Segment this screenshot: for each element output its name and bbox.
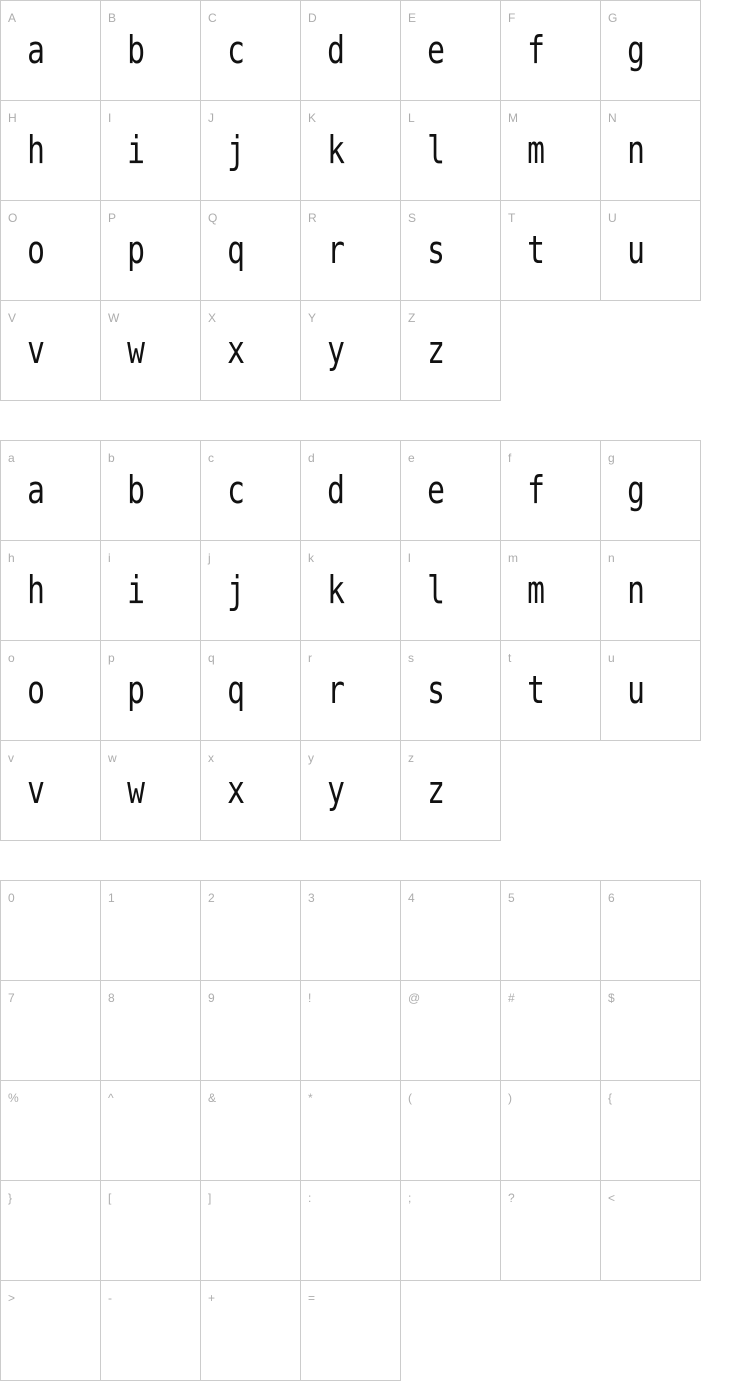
charmap-row: [1, 101, 701, 201]
glyph-cell: [101, 1281, 201, 1381]
glyph-cell: [1, 441, 101, 541]
charmap-row: [1, 441, 701, 541]
glyph-code-label: B: [108, 11, 117, 25]
glyph-cell: [601, 1, 701, 101]
glyph-cell: [1, 1281, 101, 1381]
glyph-cell: [501, 1, 601, 101]
glyph-code-label: %: [8, 1091, 19, 1105]
glyph-cell: [301, 741, 401, 841]
glyph-code-label: U: [608, 211, 617, 225]
glyph-code-label: ^: [108, 1091, 114, 1105]
glyph-code-label: k: [308, 551, 314, 565]
glyph-code-label: >: [8, 1291, 16, 1305]
glyph-cell: [1, 1081, 101, 1181]
glyph-cell: [401, 741, 501, 841]
charmap-lowercase: [0, 440, 701, 841]
glyph-code-label: l: [408, 551, 411, 565]
glyph-code-label: ;: [408, 1191, 412, 1205]
glyph-cell: [201, 1, 301, 101]
glyph-code-label: I: [108, 111, 112, 125]
glyph-preview: f: [527, 468, 545, 512]
glyph-code-label: 8: [108, 991, 115, 1005]
glyph-cell: [301, 881, 401, 981]
glyph-cell: [301, 641, 401, 741]
glyph-cell: [101, 441, 201, 541]
glyph-cell: [301, 201, 401, 301]
glyph-code-label: G: [608, 11, 618, 25]
glyph-cell: [401, 1, 501, 101]
glyph-cell: [1, 1181, 101, 1281]
glyph-code-label: @: [408, 991, 421, 1005]
glyph-code-label: s: [408, 651, 414, 665]
glyph-code-label: q: [208, 651, 215, 665]
glyph-code-label: P: [108, 211, 117, 225]
glyph-code-label: 9: [208, 991, 215, 1005]
glyph-code-label: 4: [408, 891, 415, 905]
glyph-code-label: O: [8, 211, 18, 225]
glyph-code-label: &: [208, 1091, 217, 1105]
glyph-code-label: Q: [208, 211, 218, 225]
glyph-preview: q: [227, 668, 245, 712]
glyph-cell: [401, 101, 501, 201]
glyph-code-label: n: [608, 551, 615, 565]
glyph-preview: j: [227, 128, 245, 172]
glyph-code-label: j: [208, 551, 211, 565]
glyph-code-label: ]: [208, 1191, 212, 1205]
glyph-preview: d: [327, 28, 345, 72]
glyph-cell: [1, 101, 101, 201]
glyph-code-label: D: [308, 11, 317, 25]
glyph-preview: u: [627, 668, 645, 712]
glyph-code-label: Y: [308, 311, 317, 325]
glyph-preview: n: [627, 568, 645, 612]
glyph-preview: q: [227, 228, 245, 272]
glyph-cell: [401, 1081, 501, 1181]
glyph-preview: y: [327, 328, 345, 372]
glyph-code-label: H: [8, 111, 17, 125]
glyph-preview: b: [127, 28, 145, 72]
charmap-row: [1, 1, 701, 101]
glyph-preview: k: [327, 128, 345, 172]
glyph-cell: [201, 101, 301, 201]
glyph-code-label: C: [208, 11, 217, 25]
glyph-code-label: e: [408, 451, 415, 465]
glyph-preview: l: [427, 128, 445, 172]
glyph-preview: c: [227, 468, 245, 512]
glyph-code-label: b: [108, 451, 115, 465]
glyph-cell: [501, 881, 601, 981]
glyph-cell: [201, 1081, 301, 1181]
glyph-cell: [601, 541, 701, 641]
glyph-preview: v: [27, 328, 45, 372]
charmap-row: [1, 301, 701, 401]
glyph-preview: g: [627, 28, 645, 72]
charmap-uppercase: [0, 0, 701, 401]
glyph-code-label: 3: [308, 891, 315, 905]
glyph-preview: l: [427, 568, 445, 612]
glyph-code-label: 2: [208, 891, 215, 905]
glyph-cell: [501, 101, 601, 201]
glyph-code-label: S: [408, 211, 417, 225]
glyph-cell: [401, 301, 501, 401]
glyph-cell: [301, 1081, 401, 1181]
glyph-cell: [201, 741, 301, 841]
glyph-code-label: $: [608, 991, 615, 1005]
glyph-preview: z: [427, 768, 445, 812]
charmap-row: [1, 1081, 701, 1181]
glyph-code-label: ): [508, 1091, 512, 1105]
charmap-row: [1, 1281, 701, 1381]
glyph-cell: [201, 641, 301, 741]
charmap-row: [1, 641, 701, 741]
glyph-code-label: Z: [408, 311, 416, 325]
glyph-preview: z: [427, 328, 445, 372]
glyph-cell: [201, 301, 301, 401]
glyph-code-label: E: [408, 11, 417, 25]
glyph-code-label: d: [308, 451, 315, 465]
glyph-preview: u: [627, 228, 645, 272]
glyph-preview: m: [527, 568, 545, 612]
glyph-code-label: !: [308, 991, 312, 1005]
glyph-code-label: +: [208, 1291, 216, 1305]
glyph-cell: [501, 1181, 601, 1281]
glyph-cell: [401, 641, 501, 741]
glyph-cell: [1, 641, 101, 741]
glyph-preview: v: [27, 768, 45, 812]
glyph-code-label: F: [508, 11, 516, 25]
glyph-code-label: R: [308, 211, 317, 225]
glyph-cell: [601, 1181, 701, 1281]
glyph-cell: [601, 441, 701, 541]
glyph-preview: w: [127, 768, 145, 812]
charmap-symbols: [0, 880, 701, 1381]
glyph-cell: [101, 641, 201, 741]
glyph-cell: [1, 201, 101, 301]
glyph-code-label: -: [108, 1291, 112, 1305]
glyph-code-label: N: [608, 111, 617, 125]
glyph-cell: [1, 301, 101, 401]
glyph-code-label: t: [508, 651, 512, 665]
glyph-code-label: W: [108, 311, 120, 325]
glyph-cell: [601, 201, 701, 301]
glyph-preview: h: [27, 128, 45, 172]
glyph-code-label: c: [208, 451, 214, 465]
glyph-code-label: g: [608, 451, 615, 465]
charmap-row: [1, 741, 701, 841]
glyph-preview: p: [127, 668, 145, 712]
glyph-preview: x: [227, 768, 245, 812]
glyph-cell: [301, 1281, 401, 1381]
glyph-code-label: <: [608, 1191, 616, 1205]
glyph-cell: [401, 881, 501, 981]
glyph-preview: b: [127, 468, 145, 512]
glyph-preview: r: [327, 228, 345, 272]
glyph-cell: [101, 101, 201, 201]
glyph-cell: [101, 201, 201, 301]
glyph-cell: [501, 541, 601, 641]
glyph-code-label: [: [108, 1191, 112, 1205]
glyph-cell: [101, 741, 201, 841]
glyph-code-label: :: [308, 1191, 312, 1205]
glyph-preview: t: [527, 228, 545, 272]
glyph-preview: i: [127, 128, 145, 172]
glyph-code-label: f: [508, 451, 512, 465]
glyph-cell: [101, 1081, 201, 1181]
glyph-preview: m: [527, 128, 545, 172]
glyph-cell: [301, 1181, 401, 1281]
glyph-cell: [1, 881, 101, 981]
glyph-preview: h: [27, 568, 45, 612]
glyph-cell: [601, 1081, 701, 1181]
glyph-cell: [301, 441, 401, 541]
glyph-preview: n: [627, 128, 645, 172]
glyph-code-label: 0: [8, 891, 15, 905]
glyph-code-label: p: [108, 651, 115, 665]
glyph-code-label: K: [308, 111, 317, 125]
glyph-code-label: z: [408, 751, 414, 765]
glyph-cell: [301, 101, 401, 201]
glyph-preview: c: [227, 28, 245, 72]
glyph-cell: [201, 1181, 301, 1281]
glyph-cell: [101, 1181, 201, 1281]
glyph-cell: [401, 541, 501, 641]
glyph-code-label: u: [608, 651, 615, 665]
glyph-cell: [1, 1, 101, 101]
glyph-code-label: =: [308, 1291, 316, 1305]
glyph-code-label: x: [208, 751, 214, 765]
glyph-cell: [201, 1281, 301, 1381]
glyph-code-label: }: [8, 1191, 13, 1205]
glyph-code-label: V: [8, 311, 17, 325]
glyph-code-label: 1: [108, 891, 115, 905]
glyph-preview: w: [127, 328, 145, 372]
glyph-code-label: o: [8, 651, 15, 665]
glyph-cell: [101, 1, 201, 101]
glyph-preview: a: [27, 28, 45, 72]
glyph-cell: [601, 881, 701, 981]
glyph-cell: [301, 301, 401, 401]
charmap-row: [1, 541, 701, 641]
glyph-code-label: i: [108, 551, 111, 565]
glyph-code-label: X: [208, 311, 217, 325]
glyph-code-label: *: [308, 1091, 313, 1105]
glyph-cell: [201, 981, 301, 1081]
glyph-cell: [1, 541, 101, 641]
glyph-cell: [201, 201, 301, 301]
glyph-code-label: M: [508, 111, 518, 125]
charmap-row: [1, 881, 701, 981]
glyph-code-label: {: [608, 1091, 613, 1105]
glyph-preview: x: [227, 328, 245, 372]
glyph-cell: [401, 981, 501, 1081]
glyph-cell: [601, 981, 701, 1081]
glyph-code-label: h: [8, 551, 15, 565]
glyph-cell: [501, 1081, 601, 1181]
glyph-cell: [1, 981, 101, 1081]
charmap-row: [1, 1181, 701, 1281]
glyph-cell: [101, 981, 201, 1081]
glyph-code-label: L: [408, 111, 415, 125]
glyph-preview: j: [227, 568, 245, 612]
glyph-code-label: J: [208, 111, 214, 125]
glyph-preview: g: [627, 468, 645, 512]
glyph-cell: [101, 301, 201, 401]
glyph-cell: [401, 201, 501, 301]
glyph-cell: [501, 981, 601, 1081]
glyph-cell: [301, 1, 401, 101]
glyph-preview: o: [27, 228, 45, 272]
charmap-row: [1, 201, 701, 301]
glyph-cell: [501, 201, 601, 301]
glyph-cell: [401, 441, 501, 541]
glyph-preview: o: [27, 668, 45, 712]
glyph-preview: y: [327, 768, 345, 812]
glyph-cell: [601, 101, 701, 201]
glyph-cell: [301, 541, 401, 641]
glyph-code-label: v: [8, 751, 14, 765]
glyph-cell: [201, 541, 301, 641]
glyph-preview: a: [27, 468, 45, 512]
glyph-code-label: r: [308, 651, 312, 665]
glyph-code-label: 7: [8, 991, 15, 1005]
glyph-cell: [201, 881, 301, 981]
glyph-cell: [101, 881, 201, 981]
glyph-code-label: y: [308, 751, 314, 765]
glyph-code-label: m: [508, 551, 518, 565]
glyph-preview: s: [427, 228, 445, 272]
glyph-cell: [501, 641, 601, 741]
glyph-cell: [301, 981, 401, 1081]
glyph-preview: s: [427, 668, 445, 712]
glyph-cell: [1, 741, 101, 841]
glyph-preview: e: [427, 28, 445, 72]
glyph-code-label: A: [8, 11, 17, 25]
glyph-cell: [601, 641, 701, 741]
glyph-preview: f: [527, 28, 545, 72]
glyph-cell: [101, 541, 201, 641]
glyph-cell: [401, 1181, 501, 1281]
charmap-row: [1, 981, 701, 1081]
glyph-code-label: 6: [608, 891, 615, 905]
glyph-code-label: #: [508, 991, 515, 1005]
glyph-cell: [201, 441, 301, 541]
glyph-preview: i: [127, 568, 145, 612]
glyph-code-label: (: [408, 1091, 412, 1105]
glyph-code-label: T: [508, 211, 516, 225]
glyph-code-label: 5: [508, 891, 515, 905]
glyph-code-label: w: [108, 751, 117, 765]
glyph-cell: [501, 441, 601, 541]
glyph-preview: t: [527, 668, 545, 712]
glyph-preview: d: [327, 468, 345, 512]
glyph-preview: r: [327, 668, 345, 712]
glyph-preview: p: [127, 228, 145, 272]
glyph-code-label: ?: [508, 1191, 515, 1205]
glyph-preview: k: [327, 568, 345, 612]
glyph-code-label: a: [8, 451, 15, 465]
glyph-preview: e: [427, 468, 445, 512]
